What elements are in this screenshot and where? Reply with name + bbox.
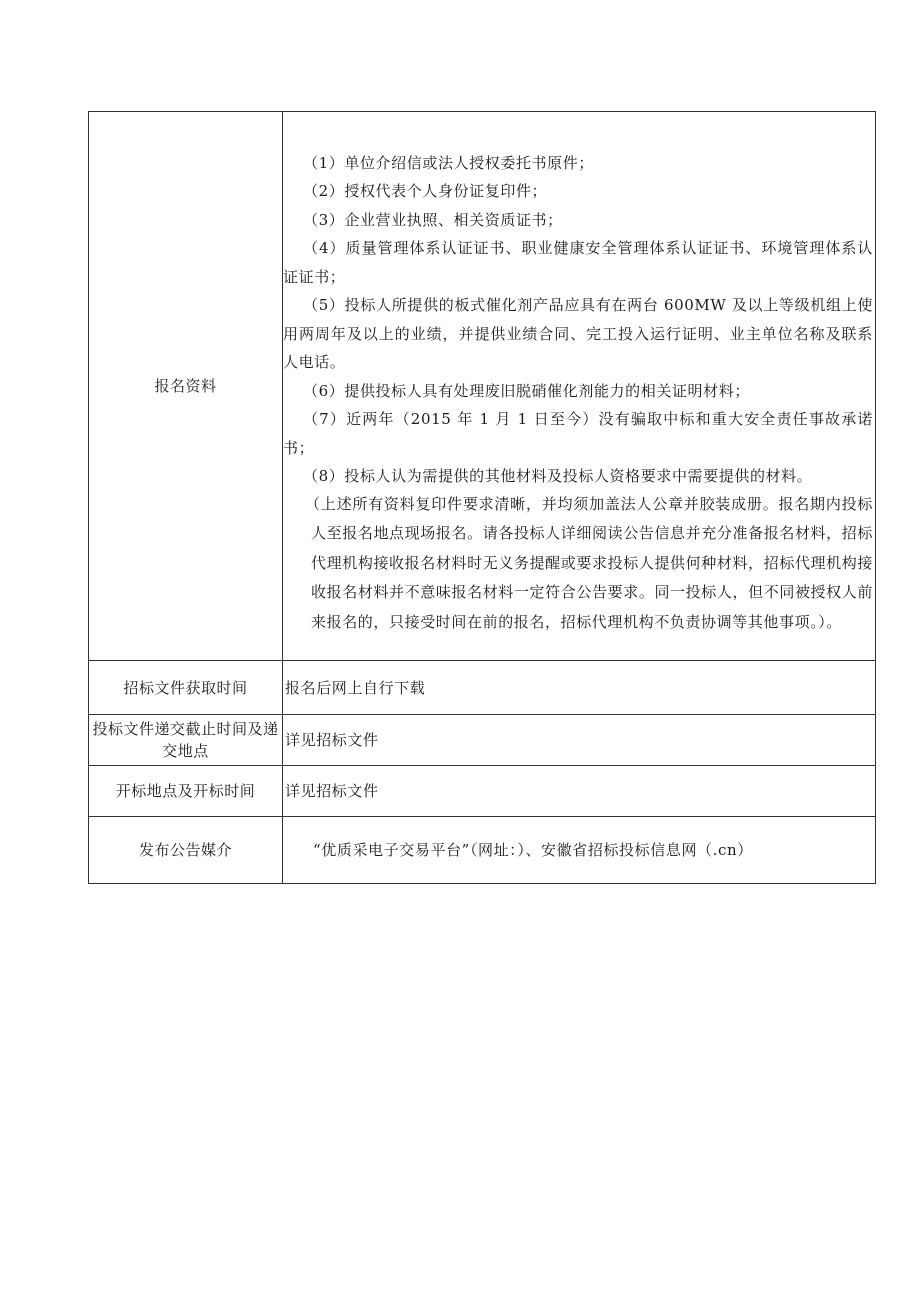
registration-label: 报名资料 — [89, 112, 283, 661]
doc-obtain-label: 招标文件获取时间 — [89, 661, 283, 715]
bid-submit-value — [283, 715, 876, 766]
doc-obtain-value — [283, 661, 876, 715]
list-item: （5）投标人所提供的板式催化剂产品应具有在两台 600MW 及以上等级机组上使用两周年及以上的业绩，并提供业绩合同、完工投入运行证明、业主单位名称及联系人电话。 — [283, 296, 873, 372]
registration-note: （上述所有资料复印件要求清晰，并均须加盖法人公章并胶装成册。报名期内投标人至报名地点现场报名。请各投标人详细阅读公告信息并充分准备报名材料，招标代理机构接收报名材料时无义务提醒或要求投标人提供何种材料，招标代理机构接收报名材料并不意味报名材料一定符合公告要求。同一投标人，但不同被授权人前来报名的，只接受时间在前的报名，招标代理机构不负责协调等其他事项。）。 — [305, 494, 873, 631]
list-item: （2）授权代表个人身份证复印件； — [303, 182, 548, 201]
bid-submit-label: 投标文件递交截止时间及递交地点 — [89, 715, 283, 766]
registration-content — [283, 112, 876, 661]
media-label: 发布公告媒介 — [89, 817, 283, 884]
tender-info-table — [88, 111, 876, 884]
bid-open-label: 开标地点及开标时间 — [89, 766, 283, 817]
requirement-list — [283, 127, 875, 646]
list-item: （3）企业营业执照、相关资质证书； — [303, 210, 563, 229]
bid-open-text: 详见招标文件 — [285, 782, 379, 800]
media-text: “优质采电子交易平台”（网址：）、安徽省招标投标信息网（.cn） — [313, 841, 753, 859]
bid-open-value — [283, 766, 876, 817]
media-value — [283, 817, 876, 884]
list-item: （1）单位介绍信或法人授权委托书原件； — [303, 153, 594, 172]
list-item: （7）近两年（2015 年 1 月 1 日至今）没有骗取中标和重大安全责任事故承诺书； — [283, 410, 873, 457]
table-row — [89, 112, 876, 661]
table-row — [89, 766, 876, 817]
list-item: （6）提供投标人具有处理废旧脱硝催化剂能力的相关证明材料； — [303, 381, 750, 400]
table-row — [89, 715, 876, 766]
list-item: （4）质量管理体系认证证书、职业健康安全管理体系认证证书、环境管理体系认证证书； — [283, 239, 873, 286]
table-row — [89, 661, 876, 715]
list-item: （8）投标人认为需提供的其他材料及投标人资格要求中需要提供的材料。 — [303, 467, 813, 486]
table-row — [89, 817, 876, 884]
doc-obtain-text: 报名后网上自行下载 — [285, 678, 426, 697]
bid-submit-text: 详见招标文件 — [285, 731, 379, 749]
